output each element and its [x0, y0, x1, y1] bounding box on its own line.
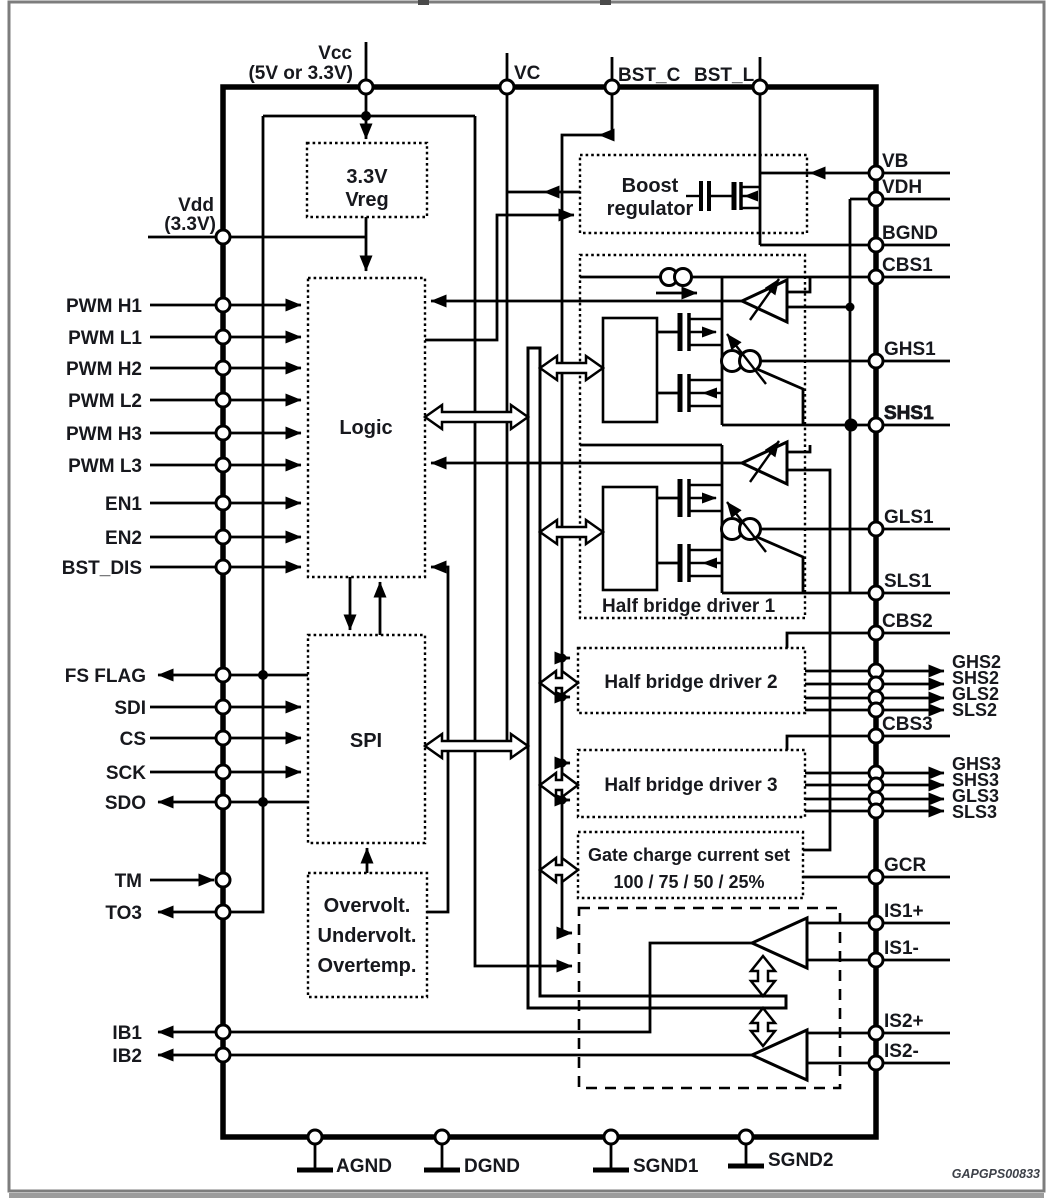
pin-label-pwm-l2: PWM L2	[68, 391, 142, 412]
pin-label-ghs3: GHS3	[952, 754, 1002, 774]
pin-label-en1: EN1	[105, 494, 142, 515]
pin-label-bst-l: BST_L	[694, 65, 755, 86]
pin-label-is2p: IS2+	[884, 1011, 924, 1032]
pin-label-vb: VB	[882, 151, 909, 172]
pin-label-en2: EN2	[105, 528, 142, 549]
pin-label-gls2: GLS2	[952, 684, 1000, 704]
pin-label-is1p: IS1+	[884, 901, 924, 922]
pin-label-fs-flag: FS FLAG	[64, 666, 146, 687]
pin-label-vdd-sub: (3.3V)	[164, 214, 216, 235]
pin-label-pwm-l3: PWM L3	[68, 456, 142, 477]
pin-label-ib2: IB2	[112, 1046, 142, 1067]
block-label-vreg-2: Vreg	[345, 189, 389, 211]
block-label-boost-1: Boost	[621, 175, 679, 197]
hs-gate-driver-box	[603, 318, 657, 422]
pin-label-gls3: GLS3	[952, 786, 1000, 806]
pin-label-sgnd2: SGND2	[768, 1150, 834, 1171]
pin-label-tm: TM	[114, 871, 142, 892]
block-label-gate-charge-1: Gate charge current set	[587, 845, 791, 865]
pin-label-shs1: SHS1	[884, 403, 934, 424]
pin-label-sck: SCK	[105, 763, 146, 784]
pin-label-bst-dis: BST_DIS	[61, 558, 142, 579]
pin-label-vcc-sub: (5V or 3.3V)	[248, 63, 353, 84]
pin-label-pwm-h2: PWM H2	[66, 359, 142, 380]
block-label-protection-3: Overtemp.	[317, 955, 417, 977]
pin-label-pwm-h1: PWM H1	[66, 296, 142, 317]
pin-label-is1m: IS1-	[884, 938, 919, 959]
pin-label-ib1: IB1	[112, 1023, 142, 1044]
pin-label-sdo: SDO	[104, 793, 146, 814]
pin-label-vcc: Vcc	[318, 43, 352, 64]
cropped-caption-fragment	[600, 0, 611, 5]
pin-label-to3: TO3	[105, 903, 142, 924]
pin-label-cs: CS	[119, 729, 146, 750]
pin-label-is2m: IS2-	[884, 1041, 919, 1062]
block-label-hb2: Half bridge driver 2	[604, 672, 778, 693]
pin-label-ghs2: GHS2	[952, 652, 1002, 672]
block-label-gate-charge-2: 100 / 75 / 50 / 25%	[613, 872, 765, 892]
pin-label-vdh: VDH	[882, 177, 923, 198]
watermark: GAPGPS00833	[951, 1167, 1040, 1181]
pin-label-gls1: GLS1	[884, 507, 934, 528]
block-label-boost-2: regulator	[606, 198, 694, 220]
pin-label-cbs1: CBS1	[882, 255, 933, 276]
pin-label-sgnd1: SGND1	[633, 1156, 699, 1177]
block-label-logic: Logic	[339, 417, 393, 439]
block-label-vreg-1: 3.3V	[346, 166, 388, 188]
pin-label-ghs1: GHS1	[884, 339, 936, 360]
pin-label-sls3: SLS3	[952, 802, 998, 822]
ls-gate-driver-box	[603, 487, 657, 590]
pin-label-cbs2: CBS2	[882, 611, 933, 632]
pin-label-shs3: SHS3	[952, 770, 1000, 790]
pin-label-cbs3: CBS3	[882, 714, 933, 735]
block-label-hb1: Half bridge driver 1	[602, 596, 776, 617]
pin-label-pwm-l1: PWM L1	[68, 328, 142, 349]
block-label-protection-2: Undervolt.	[317, 925, 417, 947]
pin-label-bst-c: BST_C	[618, 65, 681, 86]
block-label-hb3: Half bridge driver 3	[604, 775, 778, 796]
pin-label-vc: VC	[514, 63, 541, 84]
cropped-caption-fragment	[418, 0, 429, 5]
block-boost-regulator	[580, 155, 807, 233]
pin-label-vdd: Vdd	[178, 195, 214, 216]
pin-label-sls1: SLS1	[884, 571, 932, 592]
pin-label-bgnd: BGND	[882, 223, 938, 244]
block-label-spi: SPI	[349, 730, 383, 752]
pin-label-shs2: SHS2	[952, 668, 1000, 688]
pin-label-dgnd: DGND	[464, 1156, 520, 1177]
pin-label-pwm-h3: PWM H3	[66, 424, 142, 445]
pin-label-agnd: AGND	[336, 1156, 392, 1177]
pin-label-gcr: GCR	[884, 855, 927, 876]
pin-label-sls2: SLS2	[952, 700, 998, 720]
block-label-protection-1: Overvolt.	[323, 895, 411, 917]
pin-label-sdi: SDI	[114, 698, 146, 719]
